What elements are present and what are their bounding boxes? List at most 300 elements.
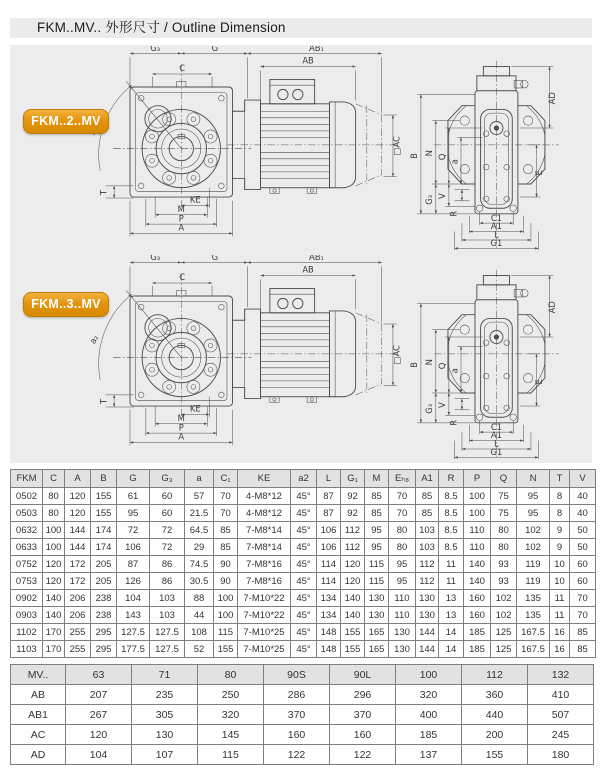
table-cell: 112 (416, 573, 439, 590)
table-cell: 130 (389, 641, 416, 658)
table-cell: 95 (517, 488, 550, 505)
table-cell: 80 (389, 539, 416, 556)
table-cell: 16 (550, 641, 570, 658)
table-cell: 60 (150, 488, 185, 505)
column-header: P (464, 470, 491, 488)
table-cell: 127.5 (117, 624, 150, 641)
table-cell: 440 (462, 705, 528, 725)
table-cell: 120 (65, 488, 91, 505)
table-cell: 104 (66, 745, 132, 765)
table-cell: 45° (291, 539, 317, 556)
table-cell: 4-M8*12 (238, 488, 291, 505)
table-cell: 140 (464, 573, 491, 590)
table-cell: 130 (132, 725, 198, 745)
page-title: FKM..MV.. 外形尺寸 / Outline Dimension (10, 18, 592, 38)
table-cell: 144 (65, 539, 91, 556)
column-header: KE (238, 470, 291, 488)
table-cell: 110 (464, 539, 491, 556)
table-cell: 137 (396, 745, 462, 765)
table-cell: 106 (317, 539, 341, 556)
motor-dimension-table (10, 664, 594, 765)
table-cell: 85 (416, 488, 439, 505)
table-row (11, 556, 596, 573)
table-cell: 85 (416, 505, 439, 522)
table-row (11, 488, 596, 505)
table-cell: 167.5 (517, 641, 550, 658)
table-cell: 70 (570, 607, 596, 624)
column-header: A1 (416, 470, 439, 488)
table-cell: 119 (517, 573, 550, 590)
table-cell: 86 (150, 573, 185, 590)
column-header: 63 (66, 665, 132, 685)
table-cell: 85 (365, 505, 389, 522)
table-cell: 167.5 (517, 624, 550, 641)
table-cell: 45° (291, 607, 317, 624)
column-header: 100 (396, 665, 462, 685)
table-row (11, 745, 594, 765)
table-cell: 267 (66, 705, 132, 725)
table-cell: 165 (365, 641, 389, 658)
table-cell: 7-M10*22 (238, 590, 291, 607)
table-cell: 170 (43, 641, 65, 658)
outline-drawing-fkm3 (16, 255, 561, 462)
table-cell: 100 (464, 505, 491, 522)
table-cell: 206 (65, 590, 91, 607)
table-cell: 8 (550, 505, 570, 522)
table-cell: 160 (330, 725, 396, 745)
table-cell: 8 (550, 488, 570, 505)
table-row (11, 539, 596, 556)
table-cell: 112 (341, 522, 365, 539)
table-cell: 112 (341, 539, 365, 556)
table-cell: 95 (389, 556, 416, 573)
row-header-cell: 0632 (11, 522, 43, 539)
table-cell: 40 (570, 488, 596, 505)
column-header: 132 (528, 665, 594, 685)
figure-badge-fkm3: FKM..3..MV (23, 292, 109, 317)
table-cell: 108 (185, 624, 214, 641)
table-cell: 106 (117, 539, 150, 556)
table-cell: 92 (341, 505, 365, 522)
table-cell: 295 (91, 624, 117, 641)
table-cell: 155 (214, 641, 238, 658)
table-cell: 207 (66, 685, 132, 705)
table-cell: 320 (396, 685, 462, 705)
table-cell: 155 (341, 624, 365, 641)
column-header: FKM (11, 470, 43, 488)
table-cell: 14 (439, 624, 464, 641)
table-cell: 8.5 (439, 505, 464, 522)
table-cell: 100 (43, 522, 65, 539)
table-cell: 11 (550, 590, 570, 607)
table-cell: 140 (464, 556, 491, 573)
table-cell: 95 (389, 573, 416, 590)
table-cell: 160 (464, 590, 491, 607)
table-cell: 119 (517, 556, 550, 573)
table-cell: 130 (365, 607, 389, 624)
table-cell: 144 (65, 522, 91, 539)
table-cell: 75 (491, 505, 517, 522)
table-cell: 245 (528, 725, 594, 745)
table-cell: 9 (550, 522, 570, 539)
table-cell: 90 (214, 556, 238, 573)
table-cell: 93 (491, 556, 517, 573)
table-cell: 144 (416, 624, 439, 641)
table-cell: 102 (517, 539, 550, 556)
table-cell: 114 (317, 573, 341, 590)
row-header-cell: 0753 (11, 573, 43, 590)
table-cell: 185 (464, 624, 491, 641)
table-cell: 85 (570, 624, 596, 641)
table-cell: 160 (464, 607, 491, 624)
table-row (11, 590, 596, 607)
table-cell: 238 (91, 590, 117, 607)
column-header: N (517, 470, 550, 488)
table-cell: 250 (198, 685, 264, 705)
table-cell: 135 (517, 607, 550, 624)
table-cell: 120 (341, 573, 365, 590)
figure-fkm2 (10, 45, 592, 254)
column-header: Q (491, 470, 517, 488)
table-cell: 70 (570, 590, 596, 607)
table-row (11, 705, 594, 725)
table-cell: 122 (264, 745, 330, 765)
table-cell: 45° (291, 488, 317, 505)
table-cell: 86 (150, 556, 185, 573)
table-cell: 70 (214, 505, 238, 522)
table-cell: 172 (65, 573, 91, 590)
table-cell: 115 (198, 745, 264, 765)
table-cell: 170 (43, 624, 65, 641)
row-header-cell: 0902 (11, 590, 43, 607)
table-cell: 50 (570, 522, 596, 539)
column-header: a (185, 470, 214, 488)
table-cell: 103 (150, 607, 185, 624)
table-cell: 85 (365, 488, 389, 505)
table-cell: 45° (291, 505, 317, 522)
table-cell: 75 (491, 488, 517, 505)
table-cell: 102 (517, 522, 550, 539)
table-cell: 100 (464, 488, 491, 505)
row-header-cell: 0903 (11, 607, 43, 624)
table-row (11, 725, 594, 745)
table-cell: 45° (291, 590, 317, 607)
table-cell: 80 (389, 522, 416, 539)
drawing-panel (10, 45, 592, 463)
table-cell: 120 (43, 556, 65, 573)
table-cell: 185 (464, 641, 491, 658)
table-cell: 174 (91, 522, 117, 539)
table-cell: 72 (150, 539, 185, 556)
table-cell: 110 (389, 607, 416, 624)
table-cell: 130 (389, 624, 416, 641)
table-cell: 7-M10*25 (238, 624, 291, 641)
table-cell: 106 (317, 522, 341, 539)
table-cell: 360 (462, 685, 528, 705)
table-cell: 70 (389, 505, 416, 522)
table-cell: 90 (214, 573, 238, 590)
table-cell: 127.5 (150, 624, 185, 641)
table-cell: 205 (91, 556, 117, 573)
column-header: G₁ (341, 470, 365, 488)
row-header-cell: 0502 (11, 488, 43, 505)
dimension-table (10, 469, 596, 658)
column-header: 112 (462, 665, 528, 685)
table-cell: 93 (491, 573, 517, 590)
table-cell: 127.5 (150, 641, 185, 658)
table-cell: 100 (214, 590, 238, 607)
row-header-cell: AD (11, 745, 66, 765)
table-cell: 174 (91, 539, 117, 556)
column-header: 90S (264, 665, 330, 685)
table-cell: 115 (365, 556, 389, 573)
table-cell: 8.5 (439, 522, 464, 539)
table-cell: 11 (439, 556, 464, 573)
table-cell: 7-M8*16 (238, 573, 291, 590)
column-header: L (317, 470, 341, 488)
table-cell: 400 (396, 705, 462, 725)
row-header-cell: 0503 (11, 505, 43, 522)
table-cell: 115 (365, 573, 389, 590)
table-cell: 145 (198, 725, 264, 745)
column-header: V (570, 470, 596, 488)
table-cell: 130 (416, 607, 439, 624)
table-cell: 95 (365, 539, 389, 556)
table-cell: 7-M10*22 (238, 607, 291, 624)
table-cell: 160 (264, 725, 330, 745)
column-header: 71 (132, 665, 198, 685)
column-header: Eₕ₈ (389, 470, 416, 488)
table-cell: 72 (117, 522, 150, 539)
table-cell: 103 (150, 590, 185, 607)
table-cell: 125 (491, 624, 517, 641)
table-cell: 155 (91, 488, 117, 505)
table-cell: 114 (317, 556, 341, 573)
table-cell: 61 (117, 488, 150, 505)
table-cell: 120 (341, 556, 365, 573)
table-cell: 122 (330, 745, 396, 765)
table-cell: 21.5 (185, 505, 214, 522)
table-cell: 140 (341, 607, 365, 624)
table-cell: 74.5 (185, 556, 214, 573)
table-cell: 45° (291, 522, 317, 539)
column-header: T (550, 470, 570, 488)
row-header-cell: AC (11, 725, 66, 745)
table-cell: 70 (389, 488, 416, 505)
table-cell: 88 (185, 590, 214, 607)
column-header: 90L (330, 665, 396, 685)
table-cell: 255 (65, 641, 91, 658)
table-cell: 155 (341, 641, 365, 658)
table-cell: 140 (43, 590, 65, 607)
table-cell: 80 (43, 505, 65, 522)
table-row (11, 685, 594, 705)
table-cell: 125 (491, 641, 517, 658)
table-cell: 148 (317, 624, 341, 641)
table-cell: 172 (65, 556, 91, 573)
row-header-cell: 0633 (11, 539, 43, 556)
table-cell: 130 (416, 590, 439, 607)
table-cell: 85 (214, 539, 238, 556)
figure-badge-fkm2: FKM..2..MV (23, 109, 109, 134)
table-row (11, 641, 596, 658)
row-header-cell: AB (11, 685, 66, 705)
column-header: 80 (198, 665, 264, 685)
table-cell: 177.5 (117, 641, 150, 658)
table-cell: 238 (91, 607, 117, 624)
table-cell: 120 (43, 573, 65, 590)
table-cell: 120 (66, 725, 132, 745)
table-cell: 370 (264, 705, 330, 725)
table-cell: 134 (317, 590, 341, 607)
column-header: MV.. (11, 665, 66, 685)
table-cell: 87 (117, 556, 150, 573)
table-cell: 45° (291, 624, 317, 641)
table-row (11, 624, 596, 641)
table-cell: 70 (214, 488, 238, 505)
table-cell: 80 (491, 539, 517, 556)
table-cell: 60 (570, 573, 596, 590)
table-cell: 143 (117, 607, 150, 624)
table-cell: 52 (185, 641, 214, 658)
table-cell: 102 (491, 590, 517, 607)
table-cell: 57 (185, 488, 214, 505)
table-cell: 100 (43, 539, 65, 556)
table-cell: 235 (132, 685, 198, 705)
table-cell: 148 (317, 641, 341, 658)
column-header: A (65, 470, 91, 488)
row-header-cell: 1102 (11, 624, 43, 641)
table-cell: 180 (528, 745, 594, 765)
column-header: G (117, 470, 150, 488)
table-cell: 9 (550, 539, 570, 556)
table-cell: 507 (528, 705, 594, 725)
table-cell: 115 (214, 624, 238, 641)
table-cell: 155 (91, 505, 117, 522)
table-cell: 44 (185, 607, 214, 624)
table-cell: 7-M8*14 (238, 539, 291, 556)
table-cell: 30.5 (185, 573, 214, 590)
column-header: G₃ (150, 470, 185, 488)
table-cell: 64.5 (185, 522, 214, 539)
table-cell: 140 (341, 590, 365, 607)
table-cell: 110 (464, 522, 491, 539)
table-cell: 305 (132, 705, 198, 725)
table-cell: 103 (416, 539, 439, 556)
table-row (11, 505, 596, 522)
row-header-cell: 1103 (11, 641, 43, 658)
table-cell: 104 (117, 590, 150, 607)
table-cell: 130 (365, 590, 389, 607)
table-cell: 144 (416, 641, 439, 658)
table-cell: 95 (117, 505, 150, 522)
column-header: B (91, 470, 117, 488)
table-cell: 60 (150, 505, 185, 522)
table-cell: 107 (132, 745, 198, 765)
column-header: M (365, 470, 389, 488)
table-cell: 286 (264, 685, 330, 705)
table-cell: 87 (317, 505, 341, 522)
outline-drawing-fkm2 (16, 46, 561, 253)
table-cell: 205 (91, 573, 117, 590)
column-header: R (439, 470, 464, 488)
table-cell: 80 (491, 522, 517, 539)
row-header-cell: AB1 (11, 705, 66, 725)
table-cell: 4-M8*12 (238, 505, 291, 522)
table-cell: 95 (517, 505, 550, 522)
table-cell: 370 (330, 705, 396, 725)
table-cell: 85 (570, 641, 596, 658)
table-cell: 140 (43, 607, 65, 624)
table-cell: 50 (570, 539, 596, 556)
column-header: a2 (291, 470, 317, 488)
row-header-cell: 0752 (11, 556, 43, 573)
table-cell: 126 (117, 573, 150, 590)
table-cell: 13 (439, 590, 464, 607)
table-cell: 11 (439, 573, 464, 590)
table-cell: 102 (491, 607, 517, 624)
table-cell: 206 (65, 607, 91, 624)
table-cell: 7-M8*16 (238, 556, 291, 573)
table-cell: 296 (330, 685, 396, 705)
column-header: C₁ (214, 470, 238, 488)
table-cell: 200 (462, 725, 528, 745)
table-cell: 92 (341, 488, 365, 505)
table-cell: 40 (570, 505, 596, 522)
table-row (11, 607, 596, 624)
table-cell: 72 (150, 522, 185, 539)
table-cell: 10 (550, 556, 570, 573)
table-cell: 255 (65, 624, 91, 641)
table-cell: 14 (439, 641, 464, 658)
table-cell: 120 (65, 505, 91, 522)
table-cell: 13 (439, 607, 464, 624)
table-cell: 45° (291, 556, 317, 573)
table-cell: 112 (416, 556, 439, 573)
table-cell: 85 (214, 522, 238, 539)
table-cell: 155 (462, 745, 528, 765)
table-cell: 45° (291, 641, 317, 658)
table-cell: 8.5 (439, 488, 464, 505)
table-row (11, 522, 596, 539)
table-cell: 135 (517, 590, 550, 607)
table-cell: 87 (317, 488, 341, 505)
table-cell: 10 (550, 573, 570, 590)
table-cell: 295 (91, 641, 117, 658)
table-cell: 60 (570, 556, 596, 573)
table-cell: 103 (416, 522, 439, 539)
table-cell: 410 (528, 685, 594, 705)
table-cell: 7-M8*14 (238, 522, 291, 539)
figure-fkm3 (10, 254, 592, 463)
table-cell: 185 (396, 725, 462, 745)
table-cell: 320 (198, 705, 264, 725)
table-cell: 16 (550, 624, 570, 641)
table-cell: 45° (291, 573, 317, 590)
table-cell: 80 (43, 488, 65, 505)
table-cell: 100 (214, 607, 238, 624)
table-cell: 165 (365, 624, 389, 641)
table-cell: 134 (317, 607, 341, 624)
table-row (11, 573, 596, 590)
table-cell: 11 (550, 607, 570, 624)
table-cell: 29 (185, 539, 214, 556)
column-header: C (43, 470, 65, 488)
table-cell: 95 (365, 522, 389, 539)
table-cell: 8.5 (439, 539, 464, 556)
table-cell: 7-M10*25 (238, 641, 291, 658)
table-cell: 110 (389, 590, 416, 607)
